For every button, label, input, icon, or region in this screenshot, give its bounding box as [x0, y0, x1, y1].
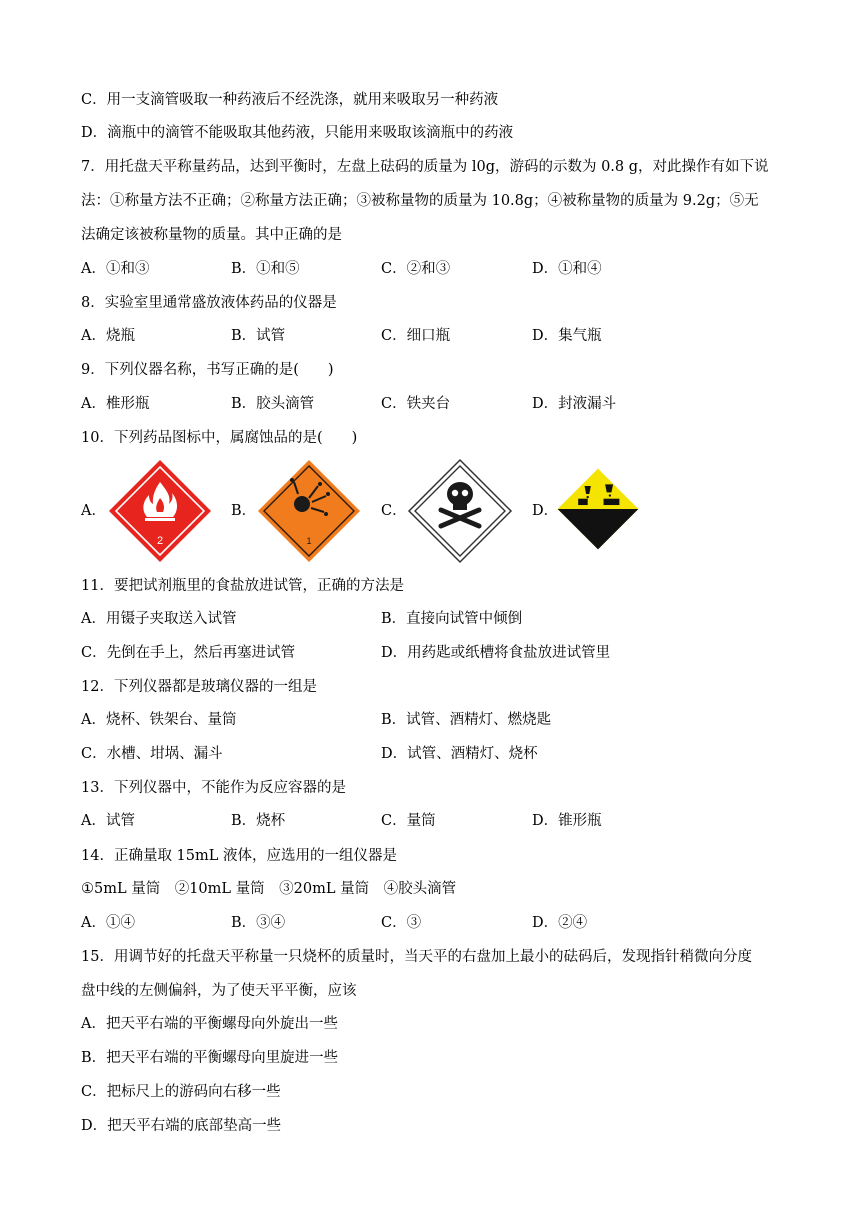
q15-stem-line2: 盘中线的左侧偏斜，为了使天平平衡，应该 [81, 983, 357, 999]
q6-option-d: D．滴瓶中的滴管不能吸取其他药液，只能用来吸取该滴瓶中的药液 [81, 125, 514, 141]
q8-option-d: D．集气瓶 [532, 328, 602, 344]
q15-option-b: B．把天平右端的平衡螺母向里旋进一些 [81, 1050, 339, 1066]
q13-option-a: A．试管 [81, 813, 135, 829]
q14-option-d: D．②④ [532, 915, 588, 931]
q13-option-b: B．烧杯 [231, 813, 286, 829]
q10-label-d: D． [532, 503, 559, 519]
q11-stem: 11．要把试剂瓶里的食盐放进试管，正确的方法是 [81, 578, 404, 594]
q7-stem-line3: 法确定该被称量物的质量。其中正确的是 [81, 227, 342, 243]
q7-option-b: B．①和⑤ [231, 261, 300, 277]
q9-stem: 9．下列仪器名称，书写正确的是( ) [81, 362, 334, 378]
q12-option-b: B．试管、酒精灯、燃烧匙 [381, 712, 552, 728]
q10-stem: 10．下列药品图标中，属腐蚀品的是( ) [81, 430, 358, 446]
explosive-sign-icon [256, 458, 362, 564]
q12-option-a: A．烧杯、铁架台、量筒 [81, 712, 237, 728]
q11-option-b: B．直接向试管中倾倒 [381, 611, 523, 627]
q15-option-c: C．把标尺上的游码向右移一些 [81, 1084, 281, 1100]
q15-option-d: D．把天平右端的底部垫高一些 [81, 1118, 282, 1134]
q9-option-a: A．椎形瓶 [81, 396, 150, 412]
q13-option-d: D．锥形瓶 [532, 813, 602, 829]
q11-option-a: A．用镊子夹取送入试管 [81, 611, 237, 627]
q13-option-c: C．量筒 [381, 813, 436, 829]
q14-option-a: A．①④ [81, 915, 135, 931]
sign-a-number: 2 [156, 535, 164, 547]
sign-b-number: 1 [306, 536, 312, 546]
q7-stem-line1: 7．用托盘天平称量药品，达到平衡时，左盘上砝码的质量为 l0g，游码的示数为 0.8 g，对此操作有如下说 [81, 159, 769, 175]
q9-option-d: D．封液漏斗 [532, 396, 617, 412]
q7-option-d: D．①和④ [532, 261, 602, 277]
q10-label-b: B． [231, 503, 257, 519]
q14-option-c: C．③ [381, 915, 422, 931]
q12-option-d: D．试管、酒精灯、烧杯 [381, 746, 538, 762]
q8-option-c: C．细口瓶 [381, 328, 451, 344]
q7-option-c: C．②和③ [381, 261, 451, 277]
q6-option-c: C．用一支滴管吸取一种药液后不经洗涤，就用来吸取另一种药液 [81, 92, 499, 108]
q8-option-a: A．烧瓶 [81, 328, 135, 344]
toxic-skull-sign-icon [407, 458, 513, 564]
q11-option-c: C．先倒在手上，然后再塞进试管 [81, 645, 296, 661]
q8-stem: 8．实验室里通常盛放液体药品的仪器是 [81, 295, 337, 311]
q15-stem-line1: 15．用调节好的托盘天平称量一只烧杯的质量时，当天平的右盘加上最小的砝码后，发现指针稍微向分度 [81, 949, 752, 965]
q15-option-a: A．把天平右端的平衡螺母向外旋出一些 [81, 1016, 338, 1032]
q8-option-b: B．试管 [231, 328, 286, 344]
q10-label-c: C． [381, 503, 407, 519]
q12-stem: 12．下列仪器都是玻璃仪器的一组是 [81, 679, 317, 695]
q14-sub-options: ①5mL 量筒 ②10mL 量筒 ③20mL 量筒 ④胶头滴管 [81, 881, 457, 897]
flammable-liquid-sign-icon [107, 458, 213, 564]
q9-option-b: B．胶头滴管 [231, 396, 315, 412]
q10-label-a: A． [81, 503, 106, 519]
q7-stem-line2: 法：①称量方法不正确；②称量方法正确；③被称量物的质量为 10.8g；④被称量物的质量为 9.2g；⑤无 [81, 193, 759, 209]
q14-option-b: B．③④ [231, 915, 286, 931]
q14-stem: 14．正确量取 15mL 液体，应选用的一组仪器是 [81, 848, 397, 864]
q9-option-c: C．铁夹台 [381, 396, 451, 412]
q13-stem: 13．下列仪器中，不能作为反应容器的是 [81, 780, 346, 796]
corrosive-sign-icon [556, 467, 640, 551]
q12-option-c: C．水槽、坩埚、漏斗 [81, 746, 223, 762]
q7-option-a: A．①和③ [81, 261, 150, 277]
q11-option-d: D．用药匙或纸槽将食盐放进试管里 [381, 645, 611, 661]
